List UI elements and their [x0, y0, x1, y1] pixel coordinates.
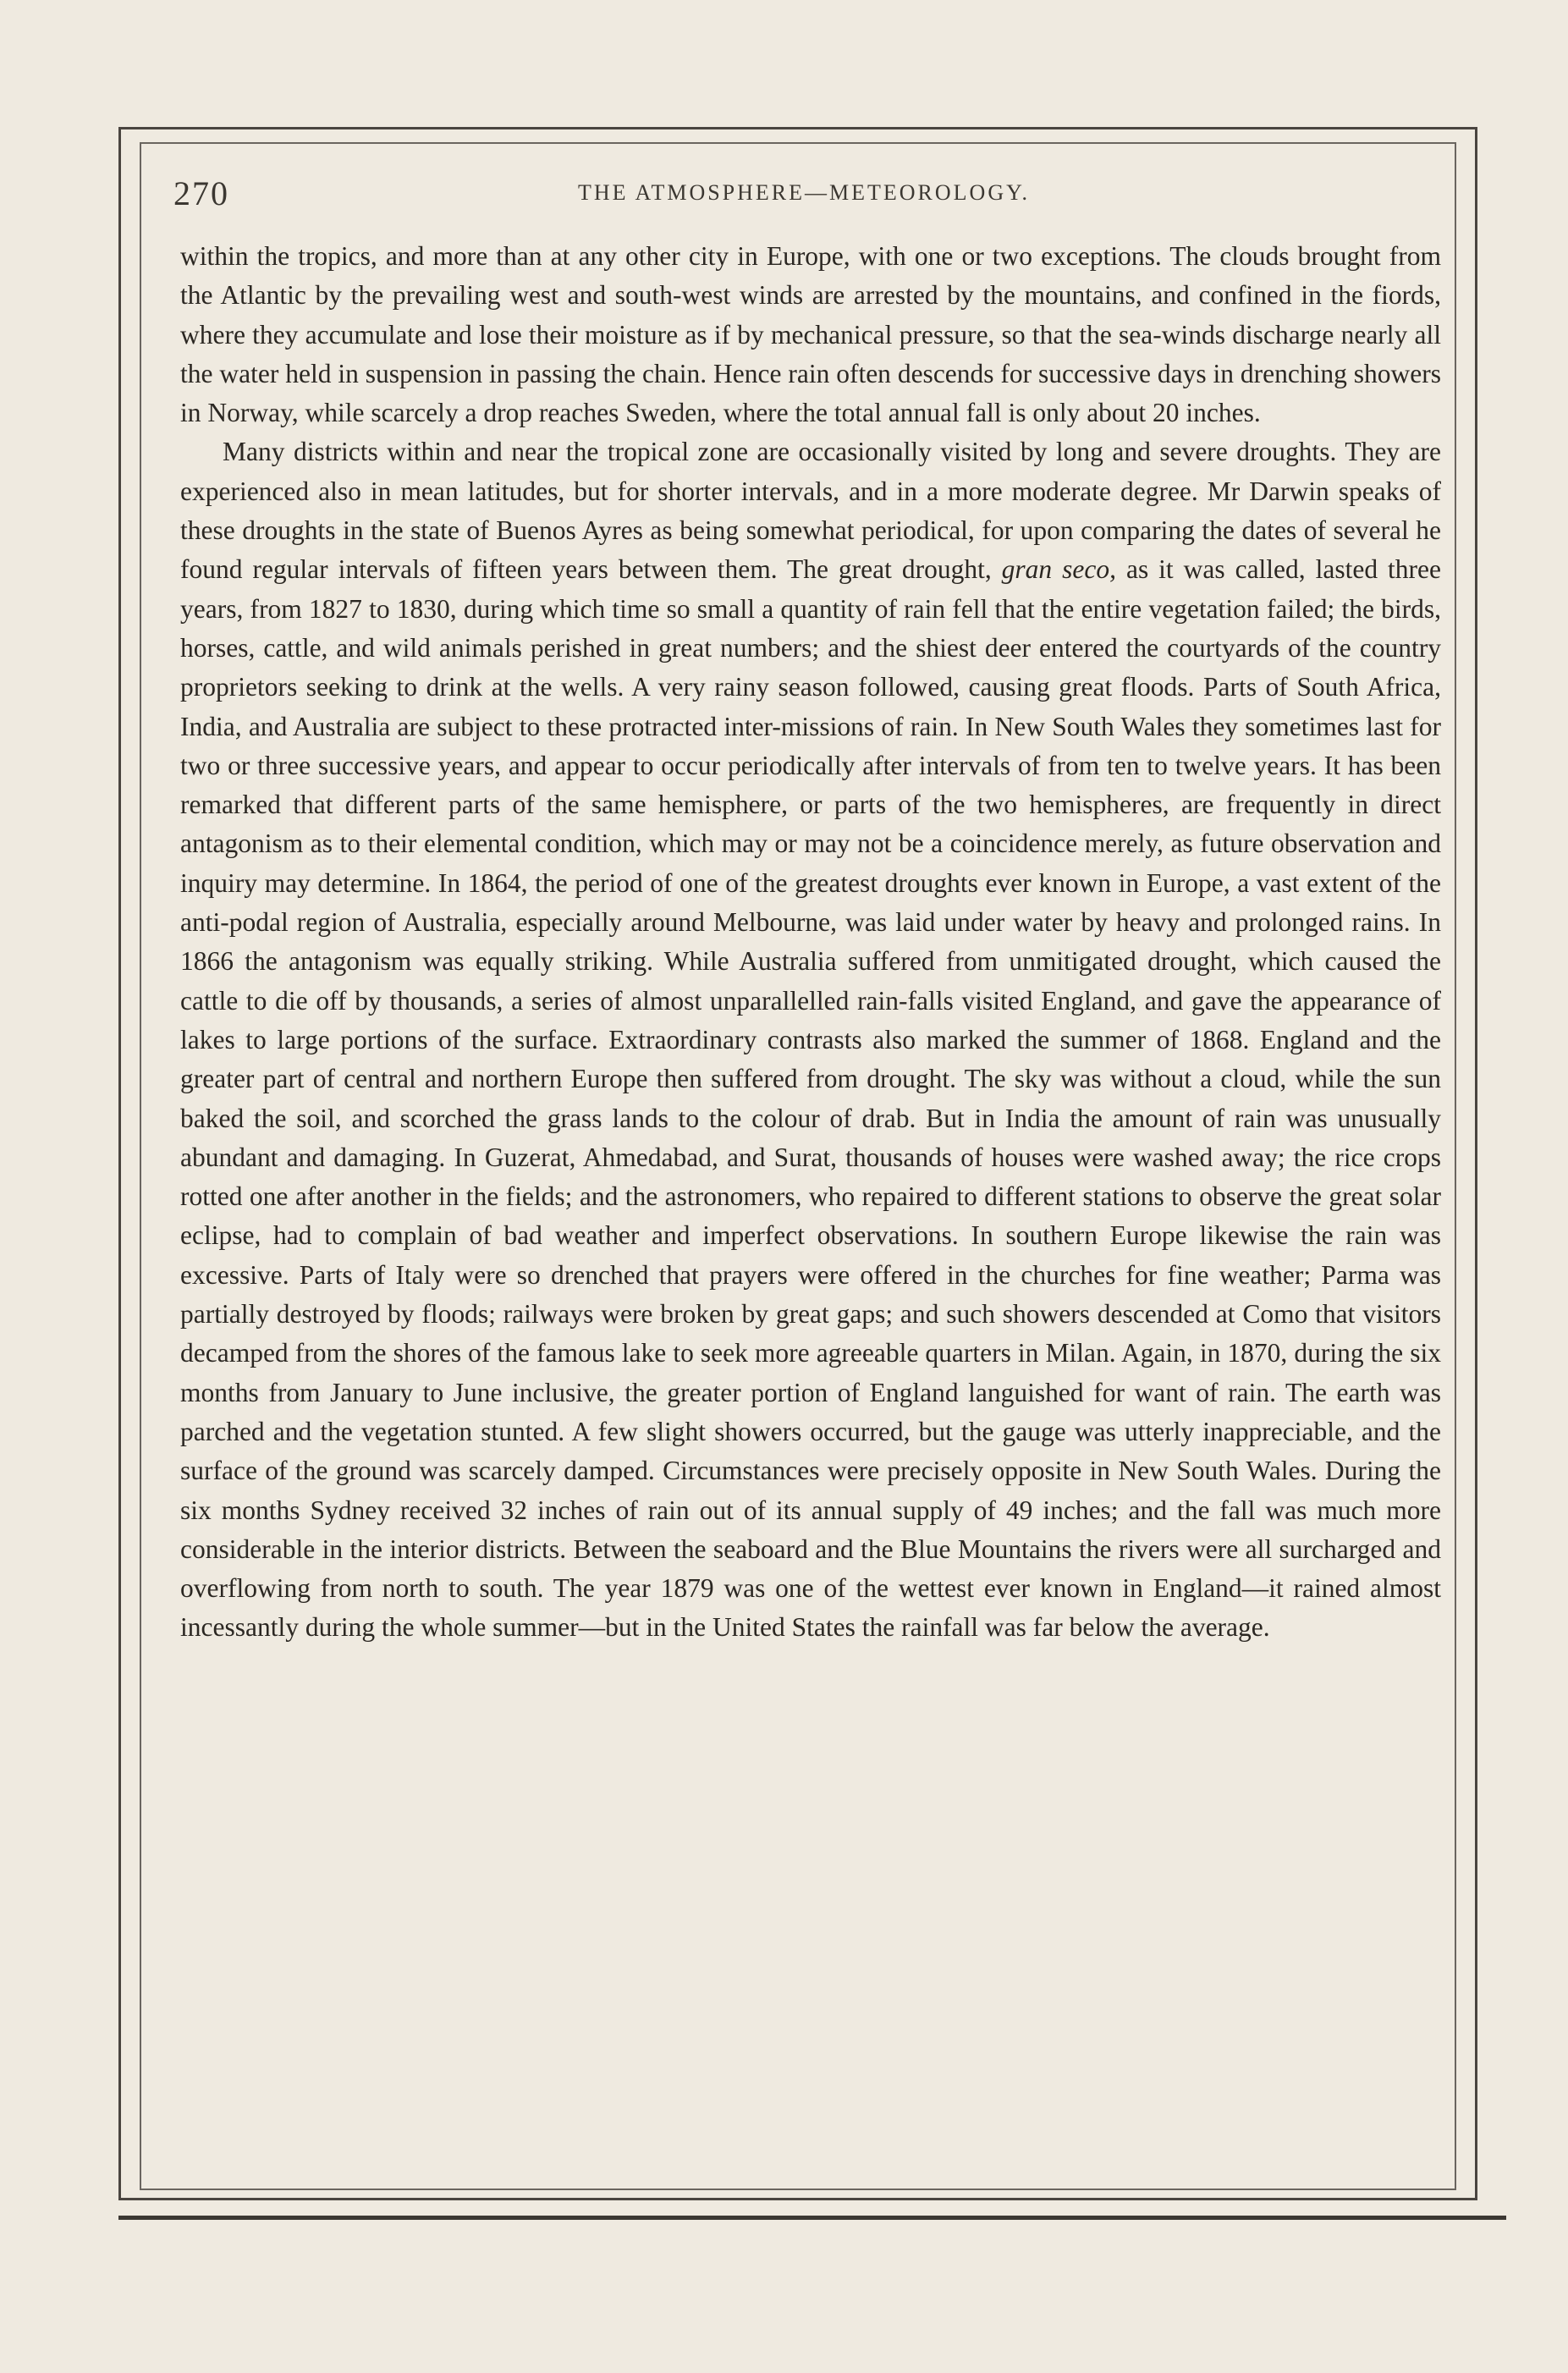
page-number: 270 [173, 174, 229, 212]
body-text [180, 237, 1441, 1648]
paragraph-2-text-end: as it was called, lasted three years, from 1827 to 1830, during which time so small a quantity of rain fell that the entire vegetation failed; the birds, horses, cattle, and wild animals perished in great numbers; and the shiest deer entered the courtyards of the country proprietors seeking to drink at the wells. A very rainy season followed, causing great floods. Parts of South Africa, India, and Australia are subject to these protracted inter-missions of rain. In New South Wales they sometimes last for two or three successive years, and appear to occur periodically after intervals of from ten to twelve years. It has been remarked that different parts of the same hemisphere, or parts of the two hemispheres, are frequently in direct antagonism as to their elemental condition, which may or may not be a coincidence merely, as future observation and inquiry may determine. In 1864, the period of one of the greatest droughts ever known in Europe, a vast extent of the anti-podal region of Australia, especially around Melbourne, was laid under water by heavy and prolonged rains. In 1866 the antagonism was equally striking. While Australia suffered from unmitigated drought, which caused the cattle to die off by thousands, a series of almost unparallelled rain-falls visited England, and gave the appearance of lakes to large portions of the surface. Extraordinary contrasts also marked the summer of 1868. England and the greater part of central and northern Europe then suffered from drought. The sky was without a cloud, while the sun baked the soil, and scorched the grass lands to the colour of drab. But in India the amount of rain was unusually abundant and damaging. In Guzerat, Ahmedabad, and Surat, thousands of houses were washed away; the rice crops rotted one after another in the fields; and the astronomers, who repaired to different stations to observe the great solar eclipse, had to complain of bad weather and imperfect observations. In southern Europe likewise the rain was excessive. Parts of Italy were so drenched that prayers were offered in the churches for fine weather; Parma was partially destroyed by floods; railways were broken by great gaps; and such showers descended at Como that visitors decamped from the shores of the famous lake to seek more agreeable quarters in Milan. Again, in 1870, during the six months from January to June inclusive, the greater portion of England languished for want of rain. The earth was parched and the vegetation stunted. A few slight showers occurred, but the gauge was utterly inappreciable, and the surface of the ground was scarcely damped. Circumstances were precisely opposite in New South Wales. During the six months Sydney received 32 inches of rain out of its annual supply of 49 inches; and the fall was much more considerable in the interior districts. Between the seaboard and the Blue Mountains the rivers were all surcharged and overflowing from north to south. The year 1879 was one of the wettest ever known in England—it rained almost incessantly during the whole summer—but in the United States the rainfall was far below the average. [180, 554, 1442, 1643]
bottom-rule [118, 2216, 1506, 2220]
page-header [173, 173, 1434, 224]
paragraph-1 [180, 237, 1441, 432]
running-title: THE ATMOSPHERE—METEOROLOGY. [577, 180, 1031, 205]
italic-term: gran seco, [1001, 554, 1116, 585]
paragraph-2 [180, 432, 1441, 1647]
paragraph-1-text: within the tropics, and more than at any other city in Europe, with one or two exceptions. The clouds brought from the Atlantic by the prevailing west and south-west winds are arrested by the mountains, and confined in the fiords, where they accumulate and lose their moisture as if by mechanical pressure, so that the sea-winds discharge nearly all the water held in suspension in passing the chain. Hence rain often descends for successive days in drenching showers in Norway, while scarcely a drop reaches Sweden, where the total annual fall is only about 20 inches. [180, 241, 1441, 428]
paragraph-2-text-start: Many districts within and near the tropical zone are occasionally visited by long and severe droughts. They are experienced also in mean latitudes, but for shorter intervals, and in a more moderate degree. Mr Darwin speaks of these droughts in the state of Buenos Ayres as being somewhat periodical, for upon comparing the dates of several he found regular intervals of fifteen years between them. The great drought, [180, 437, 1441, 585]
